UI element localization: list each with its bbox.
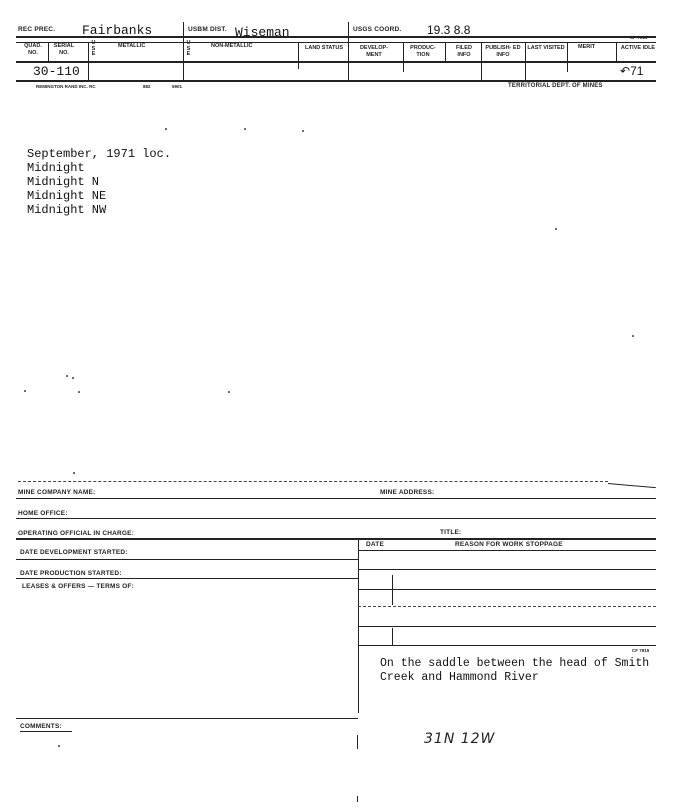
usbm-dist-value: Wiseman bbox=[235, 25, 290, 40]
col-use: U S E bbox=[186, 40, 191, 57]
divider bbox=[403, 42, 404, 72]
printer-credit: REMINGTON RAND INC. RC bbox=[36, 84, 96, 89]
mine-address-label: MINE ADDRESS: bbox=[380, 489, 435, 496]
usgs-coord-label: USGS COORD. bbox=[353, 26, 402, 33]
last-visited-year: ↶71 bbox=[620, 64, 644, 78]
divider bbox=[481, 42, 482, 80]
note-line: Midnight N bbox=[27, 175, 100, 189]
location-line: On the saddle between the head of Smith bbox=[380, 657, 650, 670]
note-line: September, 1971 loc. bbox=[27, 147, 172, 161]
year-value: 71 bbox=[630, 64, 644, 78]
rec-prec-value: Fairbanks bbox=[82, 23, 153, 38]
col-active-idle: ACTIVE IDLE bbox=[620, 45, 656, 51]
divider bbox=[525, 42, 526, 80]
divider bbox=[298, 42, 299, 69]
scan-speck bbox=[66, 375, 68, 377]
col-use: U S E bbox=[91, 40, 96, 57]
scan-speck bbox=[24, 390, 26, 392]
row-rule bbox=[358, 626, 656, 627]
scan-speck bbox=[165, 128, 167, 130]
note-line: Midnight bbox=[27, 161, 85, 175]
date-development-started-label: DATE DEVELOPMENT STARTED: bbox=[20, 549, 128, 556]
location-line: Creek and Hammond River bbox=[380, 671, 539, 684]
row-rule bbox=[16, 518, 656, 519]
scan-speck bbox=[72, 377, 74, 379]
scan-speck bbox=[58, 745, 60, 747]
row-rule bbox=[358, 550, 656, 551]
row-rule bbox=[358, 589, 656, 590]
header-form-code: SP 7914 bbox=[630, 35, 648, 40]
scan-speck bbox=[228, 391, 230, 393]
header-rule bbox=[16, 36, 656, 38]
note-line: Midnight NW bbox=[27, 203, 107, 217]
township-range-handwritten: 31N 12W bbox=[424, 731, 496, 747]
column-header-top bbox=[16, 42, 656, 43]
row-rule bbox=[358, 645, 656, 646]
row-rule bbox=[16, 498, 656, 499]
row-rule bbox=[16, 559, 358, 560]
divider bbox=[183, 22, 184, 82]
column-header-bottom bbox=[16, 61, 656, 63]
divider bbox=[445, 42, 446, 61]
mine-company-name-label: MINE COMPANY NAME: bbox=[18, 489, 96, 496]
quad-serial-value: 30-110 bbox=[33, 64, 80, 79]
row-rule bbox=[16, 538, 656, 540]
row-rule bbox=[16, 718, 358, 719]
usgs-coord-value: 19.3 8.8 bbox=[427, 23, 471, 37]
department-name: TERRITORIAL DEPT. OF MINES bbox=[508, 83, 603, 89]
col-filed-info: FILED INFO bbox=[456, 45, 472, 58]
form-top-rule bbox=[18, 481, 608, 482]
divider bbox=[357, 735, 358, 749]
divider bbox=[88, 42, 89, 80]
col-published-info: PUBLISH- ED INFO bbox=[485, 45, 521, 58]
rec-prec-label: REC PREC. bbox=[18, 26, 56, 33]
row-rule bbox=[16, 578, 358, 579]
divider bbox=[616, 42, 617, 61]
divider bbox=[357, 796, 358, 802]
divider bbox=[48, 42, 49, 61]
col-serial-no: SERIAL NO. bbox=[53, 43, 75, 56]
scan-speck bbox=[555, 228, 557, 230]
leases-offers-label: LEASES & OFFERS — TERMS OF: bbox=[22, 583, 134, 590]
home-office-label: HOME OFFICE: bbox=[18, 510, 68, 517]
usbm-underline bbox=[236, 37, 292, 38]
comments-label: COMMENTS: bbox=[20, 723, 62, 730]
row-rule bbox=[358, 569, 656, 570]
col-production: PRODUC- TION bbox=[410, 45, 436, 58]
comments-underline bbox=[20, 731, 72, 732]
form-top-rule bbox=[608, 483, 656, 488]
divider bbox=[348, 22, 349, 82]
note-line: Midnight NE bbox=[27, 189, 107, 203]
date-production-started-label: DATE PRODUCTION STARTED: bbox=[20, 570, 122, 577]
scan-speck bbox=[632, 335, 634, 337]
date-label: DATE bbox=[366, 541, 385, 548]
divider bbox=[567, 42, 568, 72]
reason-for-work-stoppage-label: REASON FOR WORK STOPPAGE bbox=[455, 541, 563, 548]
lower-form-code: CF 7915 bbox=[632, 648, 650, 653]
col-development: DEVELOP- MENT bbox=[359, 45, 389, 58]
scan-speck bbox=[73, 472, 75, 474]
col-non-metallic: NON-METALLIC bbox=[211, 43, 253, 49]
usbm-dist-label: USBM DIST. bbox=[188, 26, 227, 33]
scan-speck bbox=[244, 128, 246, 130]
typed-notes bbox=[27, 147, 171, 217]
divider bbox=[392, 575, 393, 605]
operating-official-label: OPERATING OFFICIAL IN CHARGE: bbox=[18, 530, 135, 537]
col-last-visited: LAST VISITED bbox=[527, 45, 565, 51]
scan-speck bbox=[302, 130, 304, 132]
divider bbox=[392, 628, 393, 646]
printer-code-2: 5901 bbox=[172, 84, 183, 89]
title-label: TITLE: bbox=[440, 529, 462, 536]
col-quad-no: QUAD. NO. bbox=[24, 43, 42, 56]
printer-code-1: 882 bbox=[143, 84, 151, 89]
row-rule bbox=[358, 606, 656, 607]
col-merit: MERIT bbox=[578, 44, 596, 50]
col-metallic: METALLIC bbox=[118, 43, 146, 49]
col-land-status: LAND STATUS bbox=[305, 45, 343, 51]
scan-speck bbox=[78, 391, 80, 393]
location-description bbox=[380, 657, 649, 685]
record-row-bottom bbox=[16, 80, 656, 82]
